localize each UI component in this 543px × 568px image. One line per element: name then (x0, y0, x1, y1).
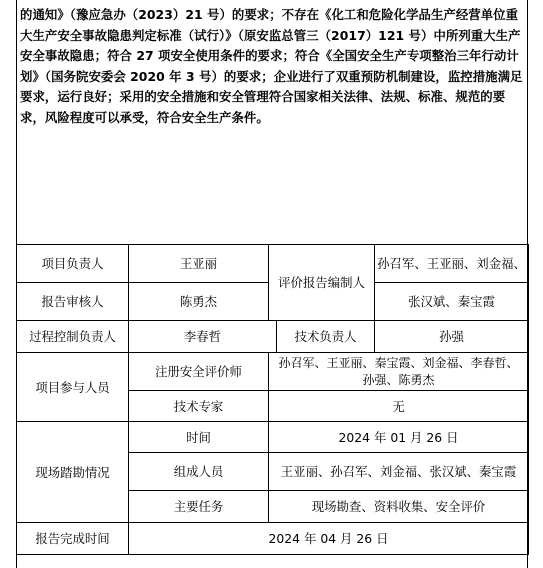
tech-lead-value: 孙强 (375, 321, 529, 353)
conclusion-line: 要求，运行良好；采用的安全措施和安全管理符合国家相关法律、法规、标准、规范的要 (20, 89, 506, 105)
report-done-value: 2024 年 04 月 26 日 (129, 523, 529, 555)
process-control-value: 李春哲 (129, 321, 277, 353)
conclusion-line: 安全事故隐患；符合 27 项安全使用条件的要求；符合《全国安全生产专项整治三年行动计 (20, 48, 519, 64)
project-lead-label: 项目负责人 (17, 245, 129, 283)
table-row (17, 353, 529, 391)
registered-assessor-value (269, 353, 529, 391)
evaluation-conclusion-text (20, 5, 526, 129)
registered-assessor-label: 注册安全评价师 (129, 353, 269, 391)
main-task-value: 现场勘查、资料收集、安全评价 (269, 491, 529, 523)
reviewer-value: 陈勇杰 (129, 283, 269, 321)
report-editor-label: 评价报告编制人 (269, 245, 375, 321)
tech-expert-label: 技术专家 (129, 391, 269, 422)
conclusion-line: 大生产安全事故隐患判定标准（试行）》（原安监总管三（2017）121 号）中所列重大生产 (20, 27, 521, 43)
team-label: 组成人员 (129, 453, 269, 491)
registered-assessor-line-2: 孙强、陈勇杰 (362, 372, 435, 387)
time-value: 2024 年 01 月 26 日 (269, 422, 529, 453)
tech-expert-value: 无 (269, 391, 529, 422)
conclusion-line: 的通知》（豫应急办（2023）21 号）的要求；不存在《化工和危险化学品生产经营单位重 (20, 7, 519, 22)
reviewer-label: 报告审核人 (17, 283, 129, 321)
participants-label: 项目参与人员 (17, 353, 129, 422)
process-control-label: 过程控制负责人 (17, 321, 129, 353)
report-editor-line-1: 孙召军、王亚丽、刘金福、 (375, 245, 529, 283)
tech-lead-label: 技术负责人 (277, 321, 375, 353)
main-task-label: 主要任务 (129, 491, 269, 523)
table-row (17, 245, 529, 283)
table-row (17, 422, 529, 453)
table-row (17, 321, 529, 353)
time-label: 时间 (129, 422, 269, 453)
team-value: 王亚丽、孙召军、刘金福、张汉斌、秦宝霞 (269, 453, 529, 491)
conclusion-line: 划》（国务院安委会 2020 年 3 号）的要求；企业进行了双重预防机制建设，监控措施满足 (20, 68, 523, 84)
table-row (17, 523, 529, 555)
site-survey-label: 现场踏勘情况 (17, 422, 129, 523)
project-lead-value: 王亚丽 (129, 245, 269, 283)
project-info-table (16, 244, 529, 555)
report-editor-line-2: 张汉斌、秦宝霞 (375, 283, 529, 321)
report-done-label: 报告完成时间 (17, 523, 129, 555)
conclusion-line: 求，风险程度可以承受，符合安全生产条件。 (20, 109, 269, 125)
registered-assessor-line-1: 孙召军、王亚丽、秦宝霞、刘金福、李春哲、 (278, 355, 519, 370)
